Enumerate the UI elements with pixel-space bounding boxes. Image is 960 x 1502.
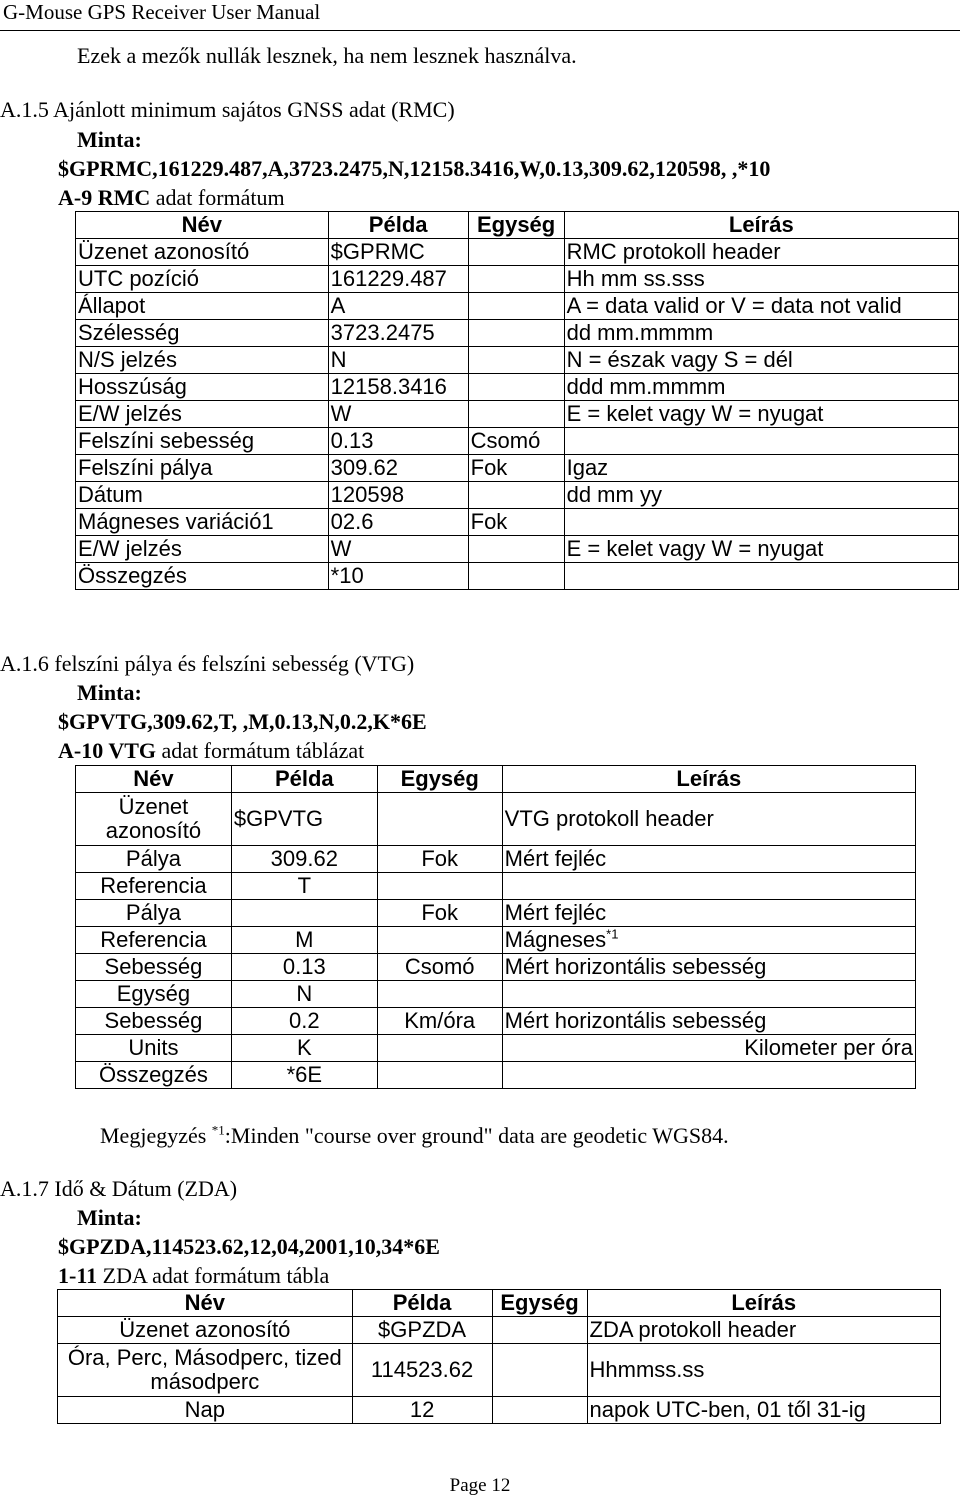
rmc-cell-example: 02.6 [328, 509, 468, 536]
vtg-header-row [76, 766, 916, 793]
vtg-cell-unit [377, 1035, 502, 1062]
rmc-cell-unit [468, 320, 564, 347]
rmc-cell-name: Mágneses variáció1 [76, 509, 329, 536]
zda-cell-name: Üzenet azonosító [58, 1317, 353, 1344]
vtg-cell-unit: Csomó [377, 954, 502, 981]
table-row [76, 428, 959, 455]
rmc-cell-example: N [328, 347, 468, 374]
rmc-cell-description: E = kelet vagy W = nyugat [564, 401, 958, 428]
table-row [58, 1397, 941, 1424]
rmc-cell-description: dd mm yy [564, 482, 958, 509]
rmc-cell-name: UTC pozíció [76, 266, 329, 293]
vtg-cell-example [231, 900, 377, 927]
header-divider [0, 30, 960, 31]
vtg-cell-name: Referencia [76, 873, 232, 900]
vtg-section-title: A.1.6 felszíni pálya és felszíni sebesség (VTG) [0, 651, 415, 676]
rmc-cell-example: 161229.487 [328, 266, 468, 293]
rmc-cell-unit: Fok [468, 509, 564, 536]
rmc-table-caption [58, 184, 285, 212]
vtg-cell-name: Units [76, 1035, 232, 1062]
table-row [76, 563, 959, 590]
zda-caption-text: ZDA adat formátum tábla [97, 1263, 330, 1288]
vtg-table-caption [58, 737, 364, 765]
vtg-cell-description: Mért fejléc [502, 900, 915, 927]
zda-cell-unit [492, 1344, 587, 1397]
rmc-cell-description: RMC protokoll header [564, 239, 958, 266]
vtg-cell-unit [377, 873, 502, 900]
zda-cell-description: ZDA protokoll header [587, 1317, 941, 1344]
vtg-cell-description [502, 1062, 915, 1089]
zda-table [57, 1289, 941, 1424]
rmc-cell-description [564, 509, 958, 536]
rmc-cell-unit [468, 482, 564, 509]
vtg-cell-description: Mért fejléc [502, 846, 915, 873]
table-row [76, 482, 959, 509]
rmc-cell-name: Állapot [76, 293, 329, 320]
zda-section-title: A.1.7 Idő & Dátum (ZDA) [0, 1176, 238, 1201]
table-row [76, 900, 916, 927]
rmc-cell-unit [468, 239, 564, 266]
vtg-cell-description: Mért horizontális sebesség [502, 954, 915, 981]
table-row [76, 455, 959, 482]
vtg-sample-sentence: $GPVTG,309.62,T, ,M,0.13,N,0.2,K*6E [58, 709, 427, 734]
rmc-minta-label: Minta: [77, 127, 142, 152]
vtg-note-text: :Minden "course over ground" data are geodetic WGS84. [224, 1123, 729, 1148]
zda-sample-sentence: $GPZDA,114523.62,12,04,2001,10,34*6E [58, 1234, 440, 1259]
zda-cell-unit [492, 1397, 587, 1424]
vtg-cell-name: Referencia [76, 927, 232, 954]
vtg-cell-description: VTG protokoll header [502, 793, 915, 846]
vtg-cell-unit [377, 793, 502, 846]
zda-cell-name: Nap [58, 1397, 353, 1424]
vtg-header-example: Példa [231, 766, 377, 793]
rmc-table [75, 211, 959, 590]
vtg-table [75, 765, 916, 1089]
rmc-cell-name: Szélesség [76, 320, 329, 347]
table-row [76, 927, 916, 954]
zda-cell-example: $GPZDA [352, 1317, 492, 1344]
rmc-cell-name: Dátum [76, 482, 329, 509]
rmc-cell-unit [468, 536, 564, 563]
zda-cell-unit [492, 1317, 587, 1344]
rmc-cell-name: Hosszúság [76, 374, 329, 401]
rmc-cell-unit: Csomó [468, 428, 564, 455]
rmc-cell-description: Hh mm ss.sss [564, 266, 958, 293]
vtg-cell-description: Mért horizontális sebesség [502, 1008, 915, 1035]
table-row [76, 347, 959, 374]
table-row [76, 374, 959, 401]
rmc-cell-name: Felszíni sebesség [76, 428, 329, 455]
rmc-cell-example: 3723.2475 [328, 320, 468, 347]
vtg-cell-name: Üzenet azonosító [76, 793, 232, 846]
rmc-cell-name: Üzenet azonosító [76, 239, 329, 266]
vtg-note-prefix: Megjegyzés [100, 1123, 212, 1148]
rmc-cell-unit [468, 374, 564, 401]
rmc-cell-name: E/W jelzés [76, 536, 329, 563]
vtg-cell-name: Egység [76, 981, 232, 1008]
vtg-cell-unit [377, 1062, 502, 1089]
zda-caption-id: 1-11 [58, 1263, 98, 1288]
vtg-cell-name: Sebesség [76, 1008, 232, 1035]
rmc-cell-example: 120598 [328, 482, 468, 509]
rmc-cell-unit [468, 401, 564, 428]
zda-cell-example: 114523.62 [352, 1344, 492, 1397]
zda-cell-name: Óra, Perc, Másodperc, tized másodperc [58, 1344, 353, 1397]
zda-cell-description: Hhmmss.ss [587, 1344, 941, 1397]
zda-header-name: Név [58, 1290, 353, 1317]
vtg-cell-example: $GPVTG [231, 793, 377, 846]
zda-cell-description: napok UTC-ben, 01 től 31-ig [587, 1397, 941, 1424]
table-row [76, 293, 959, 320]
vtg-header-description: Leírás [502, 766, 915, 793]
table-row [76, 320, 959, 347]
vtg-cell-description: Mágneses$^{*1}$ [502, 927, 915, 954]
rmc-cell-name: N/S jelzés [76, 347, 329, 374]
rmc-sample-sentence: $GPRMC,161229.487,A,3723.2475,N,12158.3416,W,0.13,309.62,120598, ,*10 [58, 156, 771, 181]
rmc-cell-description: dd mm.mmmm [564, 320, 958, 347]
table-row [58, 1344, 941, 1397]
vtg-cell-example: K [231, 1035, 377, 1062]
intro-text: Ezek a mezők nullák lesznek, ha nem lesznek használva. [77, 43, 577, 68]
rmc-header-row [76, 212, 959, 239]
vtg-header-unit: Egység [377, 766, 502, 793]
rmc-cell-name: E/W jelzés [76, 401, 329, 428]
vtg-footnote [100, 1122, 729, 1150]
rmc-cell-name: Összegzés [76, 563, 329, 590]
table-row [76, 266, 959, 293]
rmc-caption-id: A-9 RMC [58, 185, 151, 210]
rmc-cell-example: 309.62 [328, 455, 468, 482]
zda-header-description: Leírás [587, 1290, 941, 1317]
rmc-cell-description [564, 428, 958, 455]
rmc-cell-description: Igaz [564, 455, 958, 482]
table-row [76, 981, 916, 1008]
rmc-cell-example: W [328, 401, 468, 428]
zda-cell-example: 12 [352, 1397, 492, 1424]
vtg-header-name: Név [76, 766, 232, 793]
vtg-note-mark: *1 [211, 1122, 225, 1138]
rmc-caption-text: adat formátum [150, 185, 285, 210]
vtg-cell-name: Pálya [76, 900, 232, 927]
rmc-header-name: Név [76, 212, 329, 239]
rmc-cell-example: 0.13 [328, 428, 468, 455]
zda-header-example: Példa [352, 1290, 492, 1317]
rmc-cell-example: 12158.3416 [328, 374, 468, 401]
document-header-title: G-Mouse GPS Receiver User Manual [3, 0, 321, 24]
rmc-header-example: Példa [328, 212, 468, 239]
rmc-header-unit: Egység [468, 212, 564, 239]
table-row [76, 793, 916, 846]
vtg-cell-unit: Km/óra [377, 1008, 502, 1035]
vtg-cell-unit [377, 981, 502, 1008]
rmc-cell-example: W [328, 536, 468, 563]
vtg-minta-label: Minta: [77, 680, 142, 705]
vtg-caption-text: adat formátum táblázat [156, 738, 365, 763]
zda-table-caption [58, 1262, 329, 1290]
zda-header-unit: Egység [492, 1290, 587, 1317]
rmc-cell-example: A [328, 293, 468, 320]
table-row [76, 509, 959, 536]
table-row [76, 846, 916, 873]
rmc-cell-unit [468, 347, 564, 374]
rmc-cell-example: *10 [328, 563, 468, 590]
table-row [76, 954, 916, 981]
vtg-cell-example: M [231, 927, 377, 954]
vtg-cell-example: 309.62 [231, 846, 377, 873]
vtg-cell-name: Pálya [76, 846, 232, 873]
footnote-mark: *1 [606, 926, 619, 942]
zda-header-row [58, 1290, 941, 1317]
rmc-cell-unit: Fok [468, 455, 564, 482]
vtg-cell-example: N [231, 981, 377, 1008]
rmc-cell-name: Felszíni pálya [76, 455, 329, 482]
rmc-cell-description: N = észak vagy S = dél [564, 347, 958, 374]
rmc-cell-unit [468, 266, 564, 293]
vtg-cell-example: T [231, 873, 377, 900]
vtg-cell-example: *6E [231, 1062, 377, 1089]
rmc-cell-unit [468, 293, 564, 320]
vtg-cell-unit [377, 927, 502, 954]
rmc-section-title: A.1.5 Ajánlott minimum sajátos GNSS adat (RMC) [0, 97, 455, 122]
rmc-cell-description: A = data valid or V = data not valid [564, 293, 958, 320]
vtg-caption-id: A-10 VTG [58, 738, 156, 763]
table-row [76, 1062, 916, 1089]
page-number: Page 12 [449, 1475, 511, 1496]
vtg-cell-description: Kilometer per óra [502, 1035, 915, 1062]
rmc-cell-description [564, 563, 958, 590]
vtg-cell-description [502, 981, 915, 1008]
rmc-cell-example: $GPRMC [328, 239, 468, 266]
rmc-cell-description: ddd mm.mmmm [564, 374, 958, 401]
table-row [76, 401, 959, 428]
table-row [76, 1008, 916, 1035]
rmc-cell-unit [468, 563, 564, 590]
rmc-cell-description: E = kelet vagy W = nyugat [564, 536, 958, 563]
vtg-cell-name: Összegzés [76, 1062, 232, 1089]
rmc-header-description: Leírás [564, 212, 958, 239]
vtg-cell-unit: Fok [377, 900, 502, 927]
vtg-cell-example: 0.13 [231, 954, 377, 981]
table-row [58, 1317, 941, 1344]
vtg-cell-description [502, 873, 915, 900]
table-row [76, 239, 959, 266]
vtg-cell-unit: Fok [377, 846, 502, 873]
vtg-cell-example: 0.2 [231, 1008, 377, 1035]
zda-minta-label: Minta: [77, 1205, 142, 1230]
table-row [76, 536, 959, 563]
table-row [76, 873, 916, 900]
vtg-cell-name: Sebesség [76, 954, 232, 981]
table-row [76, 1035, 916, 1062]
